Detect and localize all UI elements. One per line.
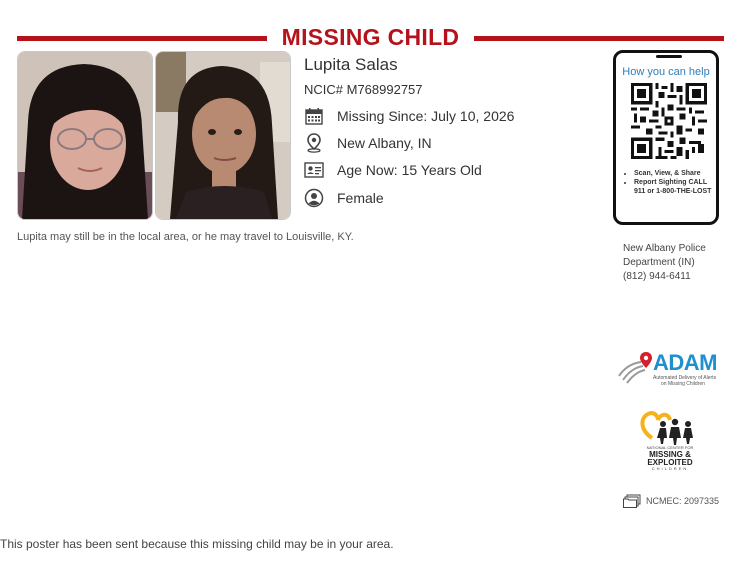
agency-contact [623,242,706,284]
footer-note: This poster has been sent because this missing child may be in your area. [0,537,394,551]
ncmec-logo [638,408,702,472]
adam-logo-tagline2: on Missing Children [661,381,705,387]
help-item-report: • Report Sighting CALL 911 or 1-800-THE-LOST [634,178,718,196]
help-list [620,169,718,196]
help-card [613,50,719,225]
gender: Female [337,190,384,206]
ncmec-case-number: NCMEC: 2097335 [646,496,720,506]
child-name: Lupita Salas [304,55,398,74]
phone-notch [656,55,682,58]
help-title: How you can help [622,66,710,78]
qr-code-icon[interactable] [631,83,707,159]
missing-since-row [304,106,514,126]
age-now: Age Now: 15 Years Old [337,162,482,178]
calendar-icon [304,106,324,126]
folders-icon [623,494,641,508]
adam-logo [617,350,721,390]
child-photo-1 [17,51,153,220]
location-pin-icon [304,133,324,153]
location: New Albany, IN [337,135,432,151]
age-row [304,160,482,180]
agency-phone[interactable]: (812) 944-6411 [623,271,691,282]
adam-logo-tagline1: Automated Delivery of Alerts [653,375,717,381]
person-icon [304,188,324,208]
child-photo-2 [155,51,291,220]
adam-logo-name: ADAM [653,350,717,375]
location-row [304,133,432,153]
ncmec-logo-line4: CHILDREN [651,466,689,471]
ncmec-logo-line1: NATIONAL CENTER FOR [646,445,694,450]
ncmec-logo-line3: EXPLOITED [647,458,693,467]
ncmec-logo-line2: MISSING & [649,450,691,459]
description: Lupita may still be in the local area, or he may travel to Louisville, KY. [17,231,354,243]
agency-name-line1: New Albany Police [623,243,706,254]
missing-since: Missing Since: July 10, 2026 [337,108,515,124]
ncmec-case [623,494,719,508]
id-card-icon [304,160,324,180]
ncic-number: NCIC# M768992757 [304,82,423,97]
agency-name-line2: Department (IN) [623,257,695,268]
gender-row [304,188,384,208]
help-item-scan: • Scan, View, & Share [634,169,718,178]
poster-title: MISSING CHILD [281,24,460,50]
